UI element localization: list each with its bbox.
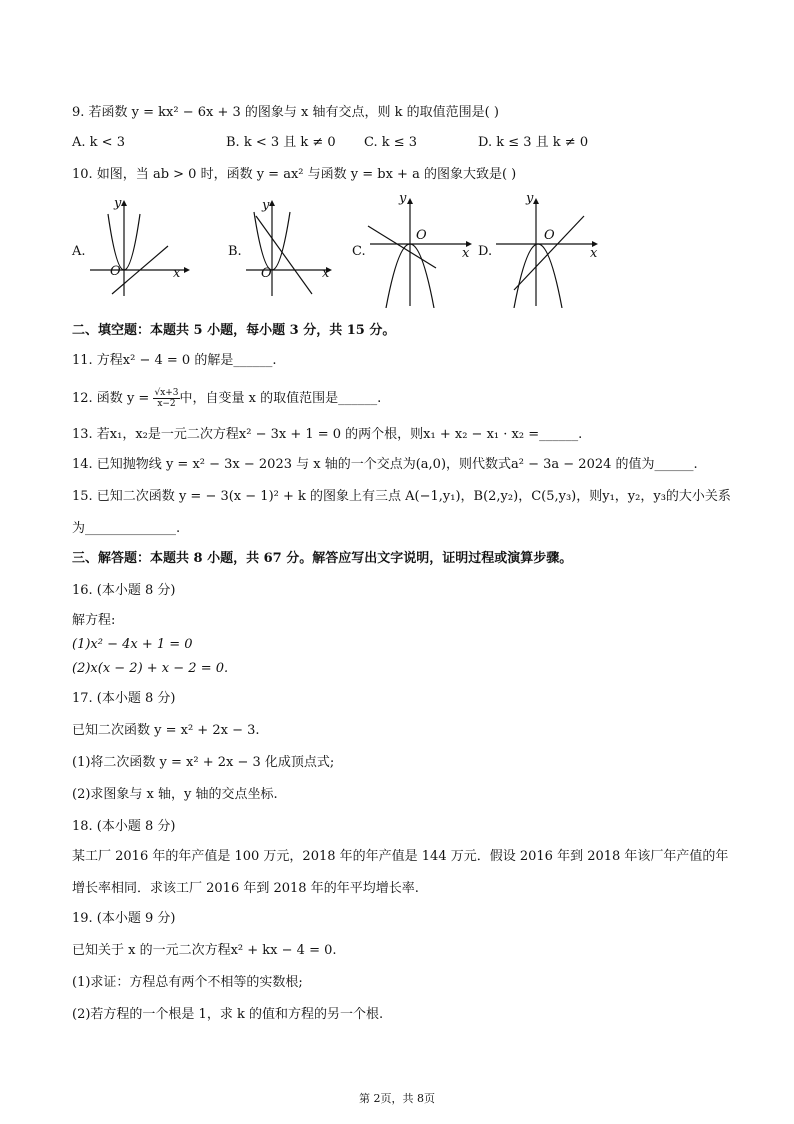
q17-part1: (1)将二次函数 y = x² + 2x − 3 化成顶点式; <box>72 755 335 770</box>
q10-stem: 10. 如图，当 ab > 0 时，函数 y = ax² 与函数 y = bx + a 的图象大致是( ) <box>72 167 517 182</box>
graph-c-label: C. <box>352 244 366 259</box>
graph-a-y-label: y <box>114 196 122 211</box>
graph-d-x-label: x <box>590 246 598 261</box>
q19-title: 19. (本小题 9 分) <box>72 911 176 926</box>
q18-line1: 某工厂 2016 年的年产值是 100 万元，2018 年的年产值是 144 万元．假设 2016 年到 2018 年该厂年产值的年 <box>72 849 729 864</box>
q19-part2: (2)若方程的一个根是 1，求 k 的值和方程的另一个根. <box>72 1007 384 1022</box>
graph-a <box>86 194 196 300</box>
section-solve-heading: 三、解答题：本题共 8 小题，共 67 分。解答应写出文字说明，证明过程或演算步骤。 <box>72 551 573 566</box>
q19-part1: (1)求证：方程总有两个不相等的实数根; <box>72 975 303 990</box>
q19-intro: 已知关于 x 的一元二次方程x² + kx − 4 = 0. <box>72 943 337 958</box>
q9-option-a: A. k < 3 <box>72 135 125 150</box>
q13: 13. 若x₁，x₂是一元二次方程x² − 3x + 1 = 0 的两个根，则x₁ + x₂ − x₁ · x₂ =______. <box>72 427 583 442</box>
q11: 11. 方程x² − 4 = 0 的解是______. <box>72 353 277 368</box>
q15-line2: 为______________. <box>72 521 181 536</box>
graph-a-label: A. <box>72 244 86 259</box>
q18-title: 18. (本小题 8 分) <box>72 819 176 834</box>
graph-d-label: D. <box>478 244 493 259</box>
graph-b-label: B. <box>228 244 242 259</box>
q17-intro: 已知二次函数 y = x² + 2x − 3. <box>72 723 260 738</box>
graph-c-y-label: y <box>399 191 407 206</box>
page-footer: 第 2页，共 8页 <box>359 1092 435 1105</box>
q16-part2: (2)x(x − 2) + x − 2 = 0. <box>72 661 229 676</box>
graph-b-x-label: x <box>322 266 330 281</box>
q12-denominator: x−2 <box>157 399 176 409</box>
graph-b <box>242 194 352 300</box>
q12 <box>72 388 381 410</box>
q16-part1: (1)x² − 4x + 1 = 0 <box>72 637 193 652</box>
q12-numerator: √x+3 <box>154 388 179 398</box>
graph-d-origin: O <box>544 228 555 243</box>
graph-a-x-label: x <box>173 266 181 281</box>
q12-suffix: 中，自变量 x 的取值范围是______. <box>179 391 382 406</box>
q14: 14. 已知抛物线 y = x² − 3x − 2023 与 x 轴的一个交点为(a,0)，则代数式a² − 3a − 2024 的值为______. <box>72 457 698 472</box>
graph-b-y-label: y <box>262 198 270 213</box>
q9-option-d: D. k ≤ 3 且 k ≠ 0 <box>478 135 589 150</box>
q17-part2: (2)求图象与 x 轴，y 轴的交点坐标. <box>72 787 278 802</box>
q12-prefix: 12. 函数 y = <box>72 391 150 406</box>
graph-a-origin: O <box>110 264 121 279</box>
q12-fraction <box>153 388 179 409</box>
q15-line1: 15. 已知二次函数 y = − 3(x − 1)² + k 的图象上有三点 A(−1,y₁)，B(2,y₂)，C(5,y₃)，则y₁，y₂，y₃的大小关系 <box>72 489 731 504</box>
q16-title: 16. (本小题 8 分) <box>72 583 176 598</box>
q16-intro: 解方程: <box>72 613 116 628</box>
q18-line2: 增长率相同．求该工厂 2016 年到 2018 年的年平均增长率. <box>72 881 419 896</box>
graph-d-y-label: y <box>526 191 534 206</box>
section-fill-in-heading: 二、填空题：本题共 5 小题，每小题 3 分，共 15 分。 <box>72 323 396 338</box>
graph-b-origin: O <box>261 266 272 281</box>
graph-c-origin: O <box>416 228 427 243</box>
q17-title: 17. (本小题 8 分) <box>72 691 176 706</box>
q9-option-c: C. k ≤ 3 <box>364 135 418 150</box>
q9-option-b: B. k < 3 且 k ≠ 0 <box>226 135 336 150</box>
graph-d <box>492 192 604 308</box>
graph-c-x-label: x <box>462 246 470 261</box>
q9-stem: 9. 若函数 y = kx² − 6x + 3 的图象与 x 轴有交点，则 k 的取值范围是( ) <box>72 105 499 120</box>
